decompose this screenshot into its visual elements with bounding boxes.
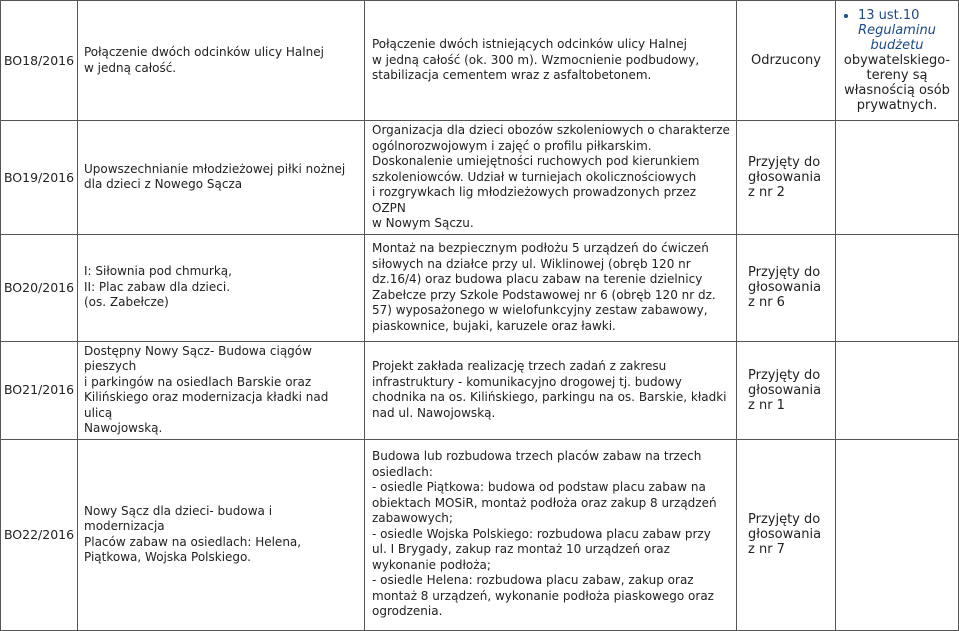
note-bullet: • 13 ust.10: [858, 8, 954, 23]
table-row: [1, 439, 959, 630]
project-id: BO19/2016: [1, 121, 78, 235]
project-status: Przyjęty do głosowania z nr 7: [737, 439, 836, 630]
project-id: BO22/2016: [1, 439, 78, 630]
project-id: BO18/2016: [1, 1, 78, 121]
project-title: Upowszechnianie młodzieżowej piłki nożnej dla dzieci z Nowego Sącza: [78, 121, 365, 235]
table-row: [1, 121, 959, 235]
project-note: • 13 ust.10 Regulaminu budżetu obywatelskiego- tereny są własnością osób prywatnych.: [836, 1, 959, 121]
project-note: [836, 439, 959, 630]
project-description: Montaż na bezpiecznym podłożu 5 urządzeń do ćwiczeń siłowych na działce przy ul. Wiklinowej (obręb 120 nr dz.16/4) oraz budowa placu zabaw na terenie dzielnicy Zabełcze przy Szkole Podstawowej nr 6 (obręb 120 nr dz. 57) wyposażonego w wielofunkcyjny zestaw zabawowy, piaskownice, bujaki, karuzele oraz ławki.: [365, 234, 737, 341]
project-status: Przyjęty do głosowania z nr 2: [737, 121, 836, 235]
project-status: Odrzucony: [737, 1, 836, 121]
table-row: [1, 1, 959, 121]
table-row: [1, 234, 959, 341]
project-description: Projekt zakłada realizację trzech zadań z zakresu infrastruktury - komunikacyjno drogowej tj. budowy chodnika na os. Kilińskiego, parkingu na os. Barskie, kładki nad ul. Nawojowską.: [365, 341, 737, 439]
project-title: Nowy Sącz dla dzieci- budowa i modernizacja Placów zabaw na osiedlach: Helena, Piątkowa, Wojska Polskiego.: [78, 439, 365, 630]
project-note: [836, 341, 959, 439]
project-status: Przyjęty do głosowania z nr 1: [737, 341, 836, 439]
note-list: [840, 8, 954, 23]
project-title: Dostępny Nowy Sącz- Budowa ciągów pieszych i parkingów na osiedlach Barskie oraz Kilińskiego oraz modernizacja kładki nad ulicą Nawojowską.: [78, 341, 365, 439]
table-row: [1, 341, 959, 439]
project-note: [836, 234, 959, 341]
project-status: Przyjęty do głosowania z nr 6: [737, 234, 836, 341]
project-note: [836, 121, 959, 235]
project-description: Połączenie dwóch istniejących odcinków ulicy Halnej w jedną całość (ok. 300 m). Wzmocnienie podbudowy, stabilizacja cementem wraz z asfaltobetonem.: [365, 1, 737, 121]
project-description: Budowa lub rozbudowa trzech placów zabaw na trzech osiedlach: - osiedle Piątkowa: budowa od podstaw placu zabaw na obiektach MOSiR, montaż podłoża oraz zakup 8 urządzeń zabawowych; - osiedle Wojska Polskiego: rozbudowa placu zabaw przy ul. I Brygady, zakup raz montaż 10 urządzeń oraz wykonanie podłoża; - osiedle Helena: rozbudowa placu zabaw, zakup oraz montaż 8 urządzeń, wykonanie podłoża piaskowego oraz ogrodzenia.: [365, 439, 737, 630]
project-title: I: Siłownia pod chmurką, II: Plac zabaw dla dzieci. (os. Zabełcze): [78, 234, 365, 341]
project-id: BO21/2016: [1, 341, 78, 439]
project-title: Połączenie dwóch odcinków ulicy Halnej w jedną całość.: [78, 1, 365, 121]
project-description: Organizacja dla dzieci obozów szkoleniowych o charakterze ogólnorozwojowym i zajęć o profilu piłkarskim. Doskonalenie umiejętności ruchowych pod kierunkiem szkoleniowców. Udział w turniejach okolicznościowych i rozgrywkach lig młodzieżowych prowadzonych przez OZPN w Nowym Sączu.: [365, 121, 737, 235]
project-id: BO20/2016: [1, 234, 78, 341]
